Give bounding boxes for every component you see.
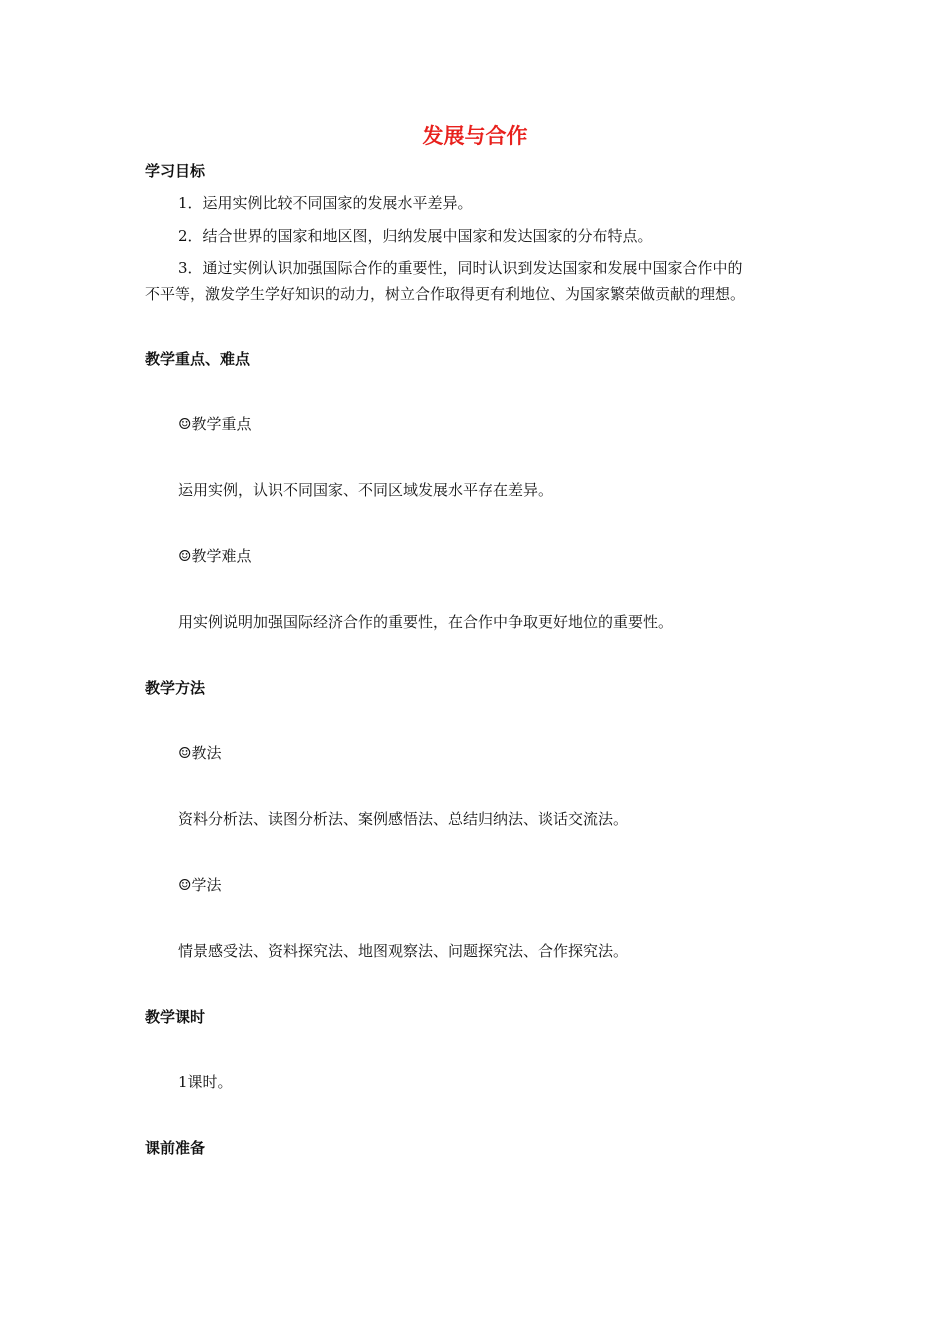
objective-item-2: 2．结合世界的国家和地区图，归纳发展中国家和发达国家的分布特点。 <box>178 227 653 245</box>
focus-label: ☺教学重点 <box>178 415 252 433</box>
objectives-heading: 学习目标 <box>145 162 206 180</box>
difficulty-label: ☺教学难点 <box>178 547 252 565</box>
document-title: 发展与合作 <box>422 124 528 148</box>
key-points-heading: 教学重点、难点 <box>145 350 251 368</box>
preparation-heading: 课前准备 <box>145 1139 206 1157</box>
teaching-method-label: ☺教法 <box>178 744 222 762</box>
objective-item-3-line-2: 不平等，激发学生学好知识的动力，树立合作取得更有利地位、为国家繁荣做贡献的理想。 <box>145 285 746 303</box>
hours-text: 1课时。 <box>178 1073 233 1091</box>
methods-heading: 教学方法 <box>145 679 206 697</box>
objective-item-1: 1．运用实例比较不同国家的发展水平差异。 <box>178 194 473 212</box>
objective-item-3-line-1: 3．通过实例认识加强国际合作的重要性，同时认识到发达国家和发展中国家合作中的 <box>178 259 743 277</box>
focus-text: 运用实例，认识不同国家、不同区域发展水平存在差异。 <box>178 481 554 499</box>
difficulty-text: 用实例说明加强国际经济合作的重要性，在合作中争取更好地位的重要性。 <box>178 613 674 631</box>
learning-method-text: 情景感受法、资料探究法、地图观察法、问题探究法、合作探究法。 <box>178 942 629 960</box>
objective-item-3 <box>145 255 810 307</box>
learning-method-label: ☺学法 <box>178 876 222 894</box>
teaching-method-text: 资料分析法、读图分析法、案例感悟法、总结归纳法、谈话交流法。 <box>178 810 629 828</box>
hours-heading: 教学课时 <box>145 1008 206 1026</box>
